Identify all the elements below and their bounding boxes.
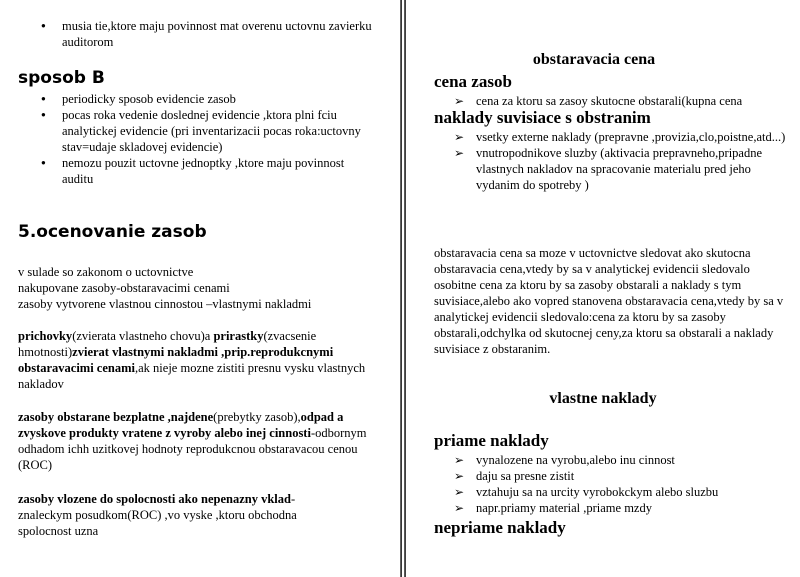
bold-term: zasoby vlozene do spolocnosti ako nepenazny vklad: [18, 492, 291, 506]
top-bullet-list: [36, 18, 381, 50]
text-run: -znaleckym posudkom(ROC) ,vo vyske ,ktoru obchodna spolocnost uzna: [18, 492, 297, 538]
intro-line: nakupovane zasoby-obstaravacimi cenami: [18, 281, 230, 295]
list-item: ● periodicky sposob evidencie zasob: [36, 91, 376, 107]
priame-naklady-heading: priame naklady: [434, 431, 549, 450]
sposob-b-heading: sposob B: [18, 68, 105, 88]
intro-line: zasoby vytvorene vlastnou cinnostou –vlastnymi nakladmi: [18, 297, 312, 311]
bold-term: odpad a zvyskove produkty vratene z vyroby alebo inej cinnosti: [18, 410, 344, 440]
list-item: ● musia tie,ktore maju povinnost mat overenu uctovnu zavierku auditorom: [36, 18, 381, 50]
list-item: ➢ vztahuju sa na urcity vyrobokckym alebo sluzbu: [434, 484, 794, 500]
list-item: ➢ daju sa presne zistit: [434, 468, 794, 484]
vlastne-naklady-heading: vlastne naklady: [549, 390, 657, 407]
text-run: (zvierata vlastneho chovu)a: [72, 329, 214, 343]
nepriame-naklady-heading: nepriame naklady: [434, 518, 566, 537]
naklady-suvisiace-list: [434, 129, 789, 193]
cena-zasob-list: [434, 93, 800, 109]
priame-naklady-list: [434, 452, 794, 516]
text-run: -odbornym odhadom ichh uzitkovej hodnoty reprodukcnou obstaravacou cenou (ROC): [18, 426, 367, 472]
obstaravacia-cena-title: obstaravacia cena: [532, 51, 656, 68]
paragraph-bezplatne: [18, 409, 370, 473]
bold-term: prichovky: [18, 329, 73, 343]
text-run: (prebytky zasob),: [213, 410, 301, 424]
list-item: ● pocas roka vedenie doslednej evidencie ,ktora plni fciu analytickej evidencie (pri inventarizacii pocas roka:uctovny stav=udaje skladovej evidencie): [36, 107, 376, 155]
right-page: [406, 0, 800, 577]
list-item: ➢ napr.priamy material ,priame mzdy: [434, 500, 794, 516]
paragraph-vklad: [18, 491, 348, 539]
sposob-b-list: [36, 91, 376, 187]
naklady-suvisiace-heading: naklady suvisiace s obstranim: [434, 108, 651, 127]
intro-line: v sulade so zakonom o uctovnictve: [18, 265, 194, 279]
section-5-heading: 5.ocenovanie zasob: [18, 222, 207, 242]
list-item: ● nemozu pouzit uctovne jednoptky ,ktore maju povinnost auditu: [36, 155, 376, 187]
cena-zasob-heading: cena zasob: [434, 72, 512, 91]
bold-term: zasoby obstarane bezplatne ,najdene: [18, 410, 214, 424]
list-item: ➢ cena za ktoru sa zasoy skutocne obstarali(kupna cena: [434, 93, 800, 109]
text-run: (zvacsenie hmotnosti): [18, 329, 317, 359]
obstaravacia-paragraph: obstaravacia cena sa moze v uctovnictve sledovat ako skutocna obstaravacia cena,vtedy by sa v analytickej evidencii sledovalo osobitne cena za ktoru by sa zasoby obstarali a naklady s tym suvisiace,alebo ako vopred stanovena obstaravacia cena,vtedy by sa v analytickej evidencii sledovalo:cena za ktoru by sa zasoby obstarali,odchylka od skutocnej ceny,za ktoru sa obstarali a naklady suvisiace z obstaranim.: [434, 246, 784, 356]
list-item: ➢ vnutropodnikove sluzby (aktivacia prepravneho,pripadne vlastnych nakladov na spracovanie materialu pred jeho vydanim do spotreby ): [434, 145, 789, 193]
bold-term: prirastky: [213, 329, 264, 343]
intro-lines: [18, 264, 388, 312]
list-item: ➢ vsetky externe naklady (prepravne ,provizia,clo,poistne,atd...): [434, 129, 789, 145]
text-run: ,ak nieje mozne zistiti presnu vysku vlastnych nakladov: [18, 361, 366, 391]
paragraph-prichovky: [18, 328, 370, 392]
bold-term: zvierat vlastnymi nakladmi ,prip.reprodukcnymi obstaravacimi cenami: [18, 345, 334, 375]
list-item: ➢ vynalozene na vyrobu,alebo inu cinnost: [434, 452, 794, 468]
